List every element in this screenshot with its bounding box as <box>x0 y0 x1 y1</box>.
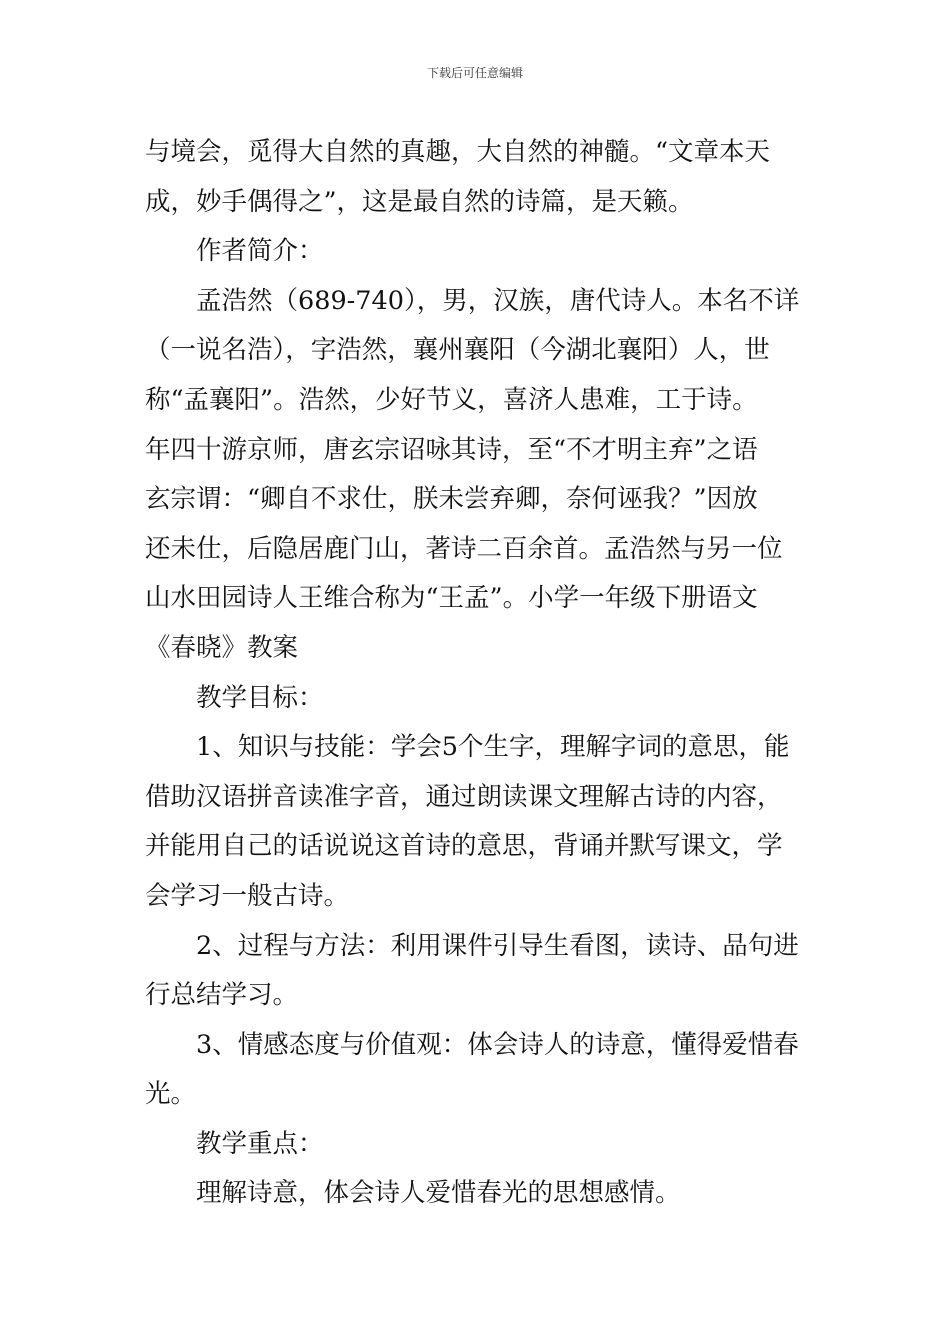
section-heading-author: 作者简介： <box>196 236 324 267</box>
text-line: 山水田园诗人王维合称为“王孟”。小学一年级下册语文 <box>145 583 758 614</box>
text-line: 光。 <box>145 1079 197 1110</box>
text-line: 《春晓》教案 <box>145 632 299 663</box>
text-line: 行总结学习。 <box>145 980 299 1011</box>
text-line: 并能用自己的话说说这首诗的意思，背诵并默写课文，学 <box>145 831 783 862</box>
text-line: 年四十游京师，唐玄宗诏咏其诗，至“不才明主弃”之语 <box>145 434 758 465</box>
text-line: 理解诗意，体会诗人爱惜春光的思想感情。 <box>196 1178 681 1209</box>
section-heading-key-points: 教学重点： <box>196 1128 324 1159</box>
text-line: 2、过程与方法：利用课件引导生看图，读诗、品句进 <box>196 930 799 961</box>
document-body <box>145 128 810 1219</box>
page-header: 下载后可任意编辑 <box>426 66 523 80</box>
text-line: 借助汉语拼音读准字音，通过朗读课文理解古诗的内容， <box>145 781 783 812</box>
text-line: 会学习一般古诗。 <box>145 880 350 911</box>
text-line: 玄宗谓：“卿自不求仕，朕未尝弃卿，奈何诬我？”因放 <box>145 484 758 515</box>
text-line: 3、情感态度与价值观：体会诗人的诗意，懂得爱惜春 <box>196 1029 799 1060</box>
section-heading-goals: 教学目标： <box>196 682 324 713</box>
text-line: 与境会，觅得大自然的真趣，大自然的神髓。“文章本天 <box>145 137 771 167</box>
text-line: （一说名浩），字浩然，襄州襄阳（今湖北襄阳）人，世 <box>145 335 770 366</box>
text-line: 成，妙手偶得之”，这是最自然的诗篇，是天籁。 <box>145 186 694 217</box>
text-line: 1、知识与技能：学会5个生字，理解字词的意思，能 <box>196 732 790 763</box>
text-line: 孟浩然（689-740），男，汉族，唐代诗人。本名不详 <box>196 285 800 316</box>
text-line: 称“孟襄阳”。浩然，少好节义，喜济人患难，工于诗。 <box>145 384 758 415</box>
text-line: 还未仕，后隐居鹿门山，著诗二百余首。孟浩然与另一位 <box>145 533 783 564</box>
